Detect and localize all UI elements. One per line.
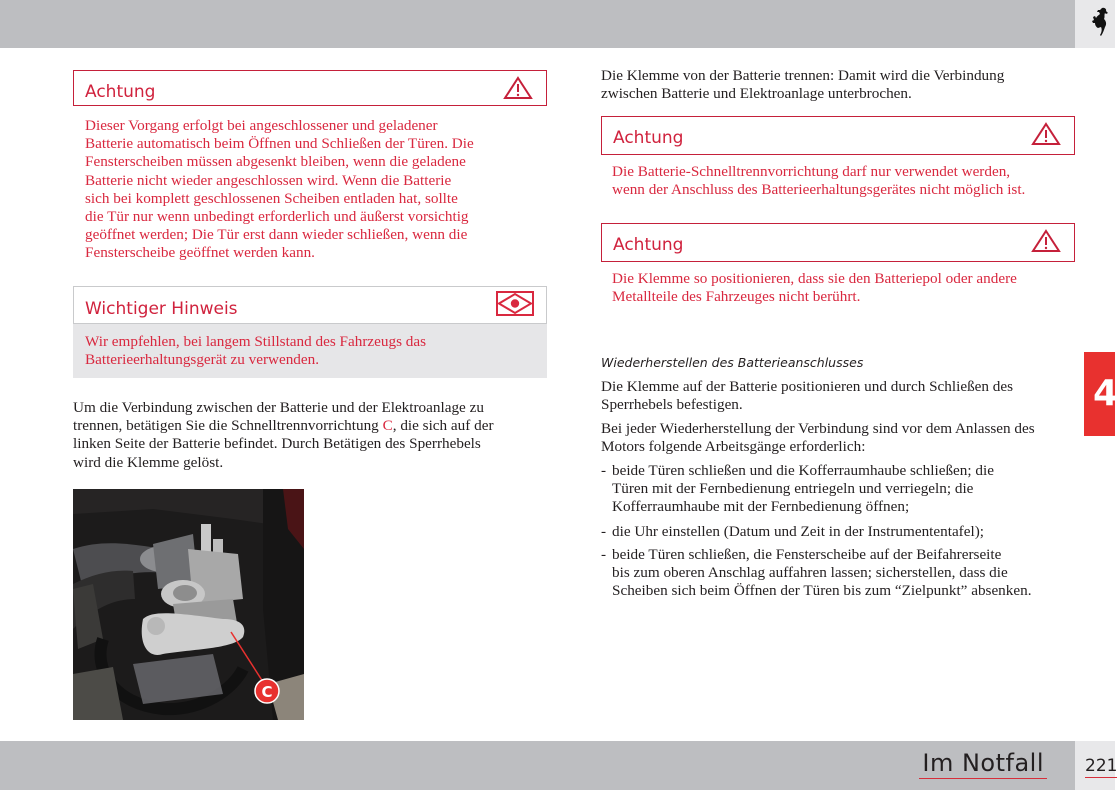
text-line: Fensterscheibe geöffnet werden kann. — [85, 244, 315, 262]
text-span: , die sich auf der — [392, 417, 494, 435]
text-line: wenn der Anschluss des Batterieerhaltungsgerätes nicht möglich ist. — [612, 181, 1026, 199]
text-line: Dieser Vorgang erfolgt bei angeschlossener und geladener — [85, 117, 438, 134]
text-line: sich bei komplett geschlossenen Scheiben entladen hat, sollte — [85, 189, 458, 207]
text-line: linken Seite der Batterie befindet. Durch Betätigen des Sperrhebels — [73, 435, 481, 453]
prancing-horse-icon — [1089, 6, 1111, 38]
warning-triangle-icon — [503, 76, 533, 100]
text-line: wird die Klemme gelöst. — [73, 453, 224, 471]
list-dash: - — [601, 546, 607, 563]
text-line: Metallteile des Fahrzeuges nicht berührt. — [612, 288, 861, 306]
text-line: Kofferraumhaube mit der Fernbedienung öffnen; — [612, 498, 910, 516]
text-line: geöffnet werden; Die Tür erst dann wieder schließen, wenn die — [85, 226, 468, 244]
note-box-body — [73, 324, 547, 378]
warning-box-achtung-2 — [601, 116, 1075, 155]
text-line: die Tür nur wenn unbedingt erforderlich und äußerst vorsichtig — [85, 208, 469, 226]
list-item — [601, 523, 1071, 541]
warning-text-2 — [612, 163, 1077, 199]
text-line: beide Türen schließen und die Kofferraumhaube schließen; die — [612, 462, 994, 479]
subheading-restore-connection: Wiederherstellen des Batterieanschlusses — [601, 355, 864, 370]
note-box-header — [73, 286, 547, 324]
text-line: Die Klemme so positionieren, dass sie den Batteriepol oder andere — [612, 270, 1017, 287]
text-line: Die Batterie-Schnelltrennvorrichtung darf nur verwendet werden, — [612, 163, 1011, 180]
warning-box-achtung-1 — [73, 70, 547, 106]
page-number: 221 — [1085, 756, 1118, 776]
text-line: Bei jeder Wiederherstellung der Verbindung sind vor dem Anlassen des — [601, 420, 1035, 437]
text-line: Batterie automatisch beim Öffnen und Schließen der Türen. Die — [85, 135, 474, 153]
list-item — [601, 546, 1071, 601]
text-line: zwischen Batterie und Elektroanlage unterbrochen. — [601, 85, 912, 103]
disconnect-paragraph — [73, 399, 548, 472]
warning-triangle-icon — [1031, 122, 1061, 146]
text-line: Sperrhebels befestigen. — [601, 396, 743, 414]
warning-box-achtung-3 — [601, 223, 1075, 262]
list-item — [601, 462, 1071, 517]
footer-bar — [0, 741, 1075, 790]
warning-text-1 — [85, 117, 545, 263]
callout-c-label: C — [261, 683, 273, 701]
note-title: Wichtiger Hinweis — [85, 299, 238, 319]
warning-title: Achtung — [613, 235, 684, 255]
intro-paragraph — [601, 67, 1071, 103]
text-line: Die Klemme auf der Batterie positionieren und durch Schließen des — [601, 378, 1014, 395]
text-line: Türen mit der Fernbedienung entriegeln und verriegeln; die — [612, 480, 974, 498]
text-line: Um die Verbindung zwischen der Batterie und der Elektroanlage zu — [73, 399, 484, 416]
text-line: bis zum oberen Anschlag auffahren lassen; sicherstellen, dass die — [612, 564, 1008, 582]
battery-disconnect-photo — [73, 489, 304, 720]
warning-text-3 — [612, 270, 1077, 306]
restore-paragraph-1 — [601, 378, 1076, 414]
text-line: Fensterscheiben müssen abgesenkt bleiben, wenn die geladene — [85, 153, 466, 171]
text-line — [73, 417, 548, 435]
text-line: Batterieerhaltungsgerät zu verwenden. — [85, 351, 320, 369]
text-line: Wir empfehlen, bei langem Stillstand des Fahrzeugs das — [85, 333, 427, 350]
list-dash: - — [601, 462, 607, 479]
list-dash: - — [601, 523, 607, 540]
warning-title: Achtung — [85, 82, 156, 102]
text-line: Scheiben sich beim Öffnen der Türen bis zum “Zielpunkt” absenken. — [612, 582, 1032, 600]
text-line: Die Klemme von der Batterie trennen: Damit wird die Verbindung — [601, 67, 1005, 84]
header-bar — [0, 0, 1075, 48]
text-line: die Uhr einstellen (Datum und Zeit in der Instrumententafel); — [612, 523, 984, 540]
component-ref-c: C — [382, 417, 393, 435]
text-line: Batterie nicht wieder angeschlossen wird. Wenn die Batterie — [85, 171, 452, 189]
text-line: Motors folgende Arbeitsgänge erforderlich: — [601, 438, 866, 456]
text-line: beide Türen schließen, die Fensterscheibe auf der Beifahrerseite — [612, 546, 1002, 563]
section-title: Im Notfall — [919, 749, 1047, 779]
warning-triangle-icon — [1031, 229, 1061, 253]
eye-icon — [496, 291, 534, 317]
text-span: trennen, betätigen Sie die Schnelltrennvorrichtung — [73, 417, 383, 435]
photo-illustration — [73, 489, 304, 720]
chapter-tab[interactable]: 4 — [1084, 352, 1115, 436]
warning-title: Achtung — [613, 128, 684, 148]
restore-paragraph-2 — [601, 420, 1076, 456]
